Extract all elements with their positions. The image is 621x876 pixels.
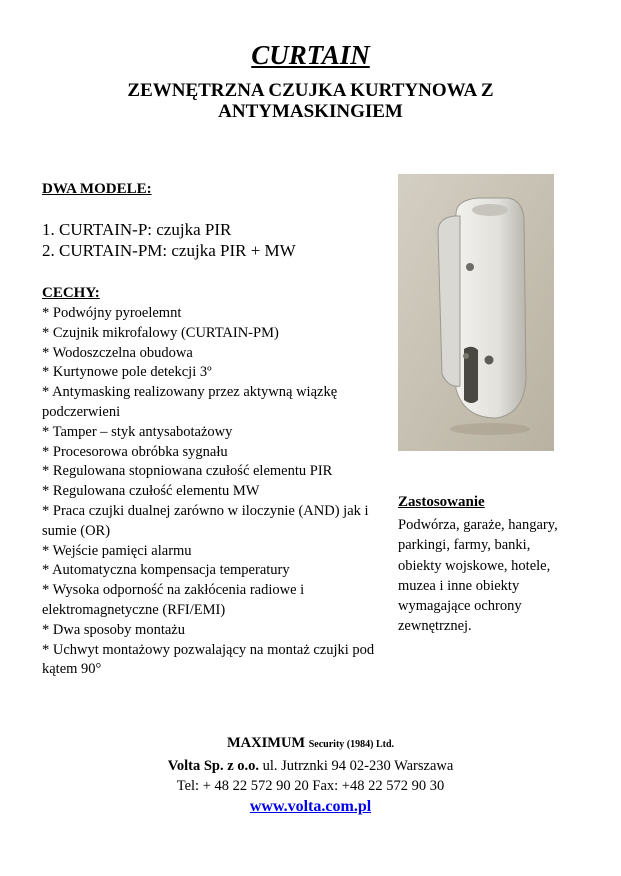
feature-item: * Procesorowa obróbka sygnału (42, 443, 228, 460)
feature-item: * Dwa sposoby montażu (42, 621, 185, 638)
product-photo (398, 174, 554, 451)
feature-item: * Regulowana czułość elementu MW (42, 483, 260, 500)
distributor-name: Volta Sp. z o.o. (167, 757, 260, 774)
feature-item: * Podwójny pyroelemnt (42, 305, 182, 321)
distributor-address: ul. Jutrznki 94 02-230 Warszawa (262, 757, 454, 774)
feature-item: * Praca czujki dualnej zarówno w iloczynie (AND) jak i sumie (OR) (42, 502, 369, 539)
feature-item: * Wodoszczelna obudowa (42, 344, 193, 361)
feature-item: * Wysoka odporność na zakłócenia radiowe i elektromagnetyczne (RFI/EMI) (42, 582, 305, 618)
feature-item: * Wejście pamięci alarmu (42, 542, 192, 559)
footer-line-2 (0, 756, 621, 777)
contact-phone-fax: Tel: + 48 22 572 90 20 Fax: +48 22 572 90 30 (176, 778, 445, 794)
models-heading: DWA MODELE: (42, 181, 152, 197)
model-item: 2. CURTAIN-PM: czujka PIR + MW (42, 241, 296, 260)
usage-heading: Zastosowanie (398, 494, 485, 510)
document-title: CURTAIN (251, 40, 370, 70)
feature-item: * Tamper – styk antysabotażowy (42, 423, 233, 440)
footer (0, 733, 621, 817)
model-item: 1. CURTAIN-P: czujka PIR (42, 220, 232, 239)
features-list (42, 304, 392, 680)
footer-line-1 (0, 733, 621, 756)
website-link[interactable]: www.volta.com.pl (249, 797, 372, 815)
feature-item: * Automatyczna kompensacja temperatury (42, 562, 290, 579)
feature-item: * Kurtynowe pole detekcji 3º (42, 364, 212, 381)
models-list (42, 219, 296, 261)
feature-item: * Uchwyt montażowy pozwalający na montaż czujki pod kątem 90° (42, 641, 375, 678)
usage-text: Podwórza, garaże, hangary, parkingi, farmy, banki, obiekty wojskowe, hotele, muzea i inne obiekty wymagające ochrony zewnętrznej. (398, 517, 558, 635)
company-suffix: Security (1984) Ltd. (308, 739, 395, 750)
company-name: MAXIMUM (226, 735, 306, 751)
document-subtitle: ZEWNĘTRZNA CZUJKA KURTYNOWA Z ANTYMASKINGIEM (127, 80, 494, 122)
feature-item: * Regulowana stopniowana czułość elementu PIR (42, 463, 333, 480)
feature-item: * Antymasking realizowany przez aktywną wiązkę podczerwieni (42, 384, 338, 420)
features-heading: CECHY: (42, 285, 100, 301)
feature-item: * Czujnik mikrofalowy (CURTAIN-PM) (42, 324, 279, 341)
